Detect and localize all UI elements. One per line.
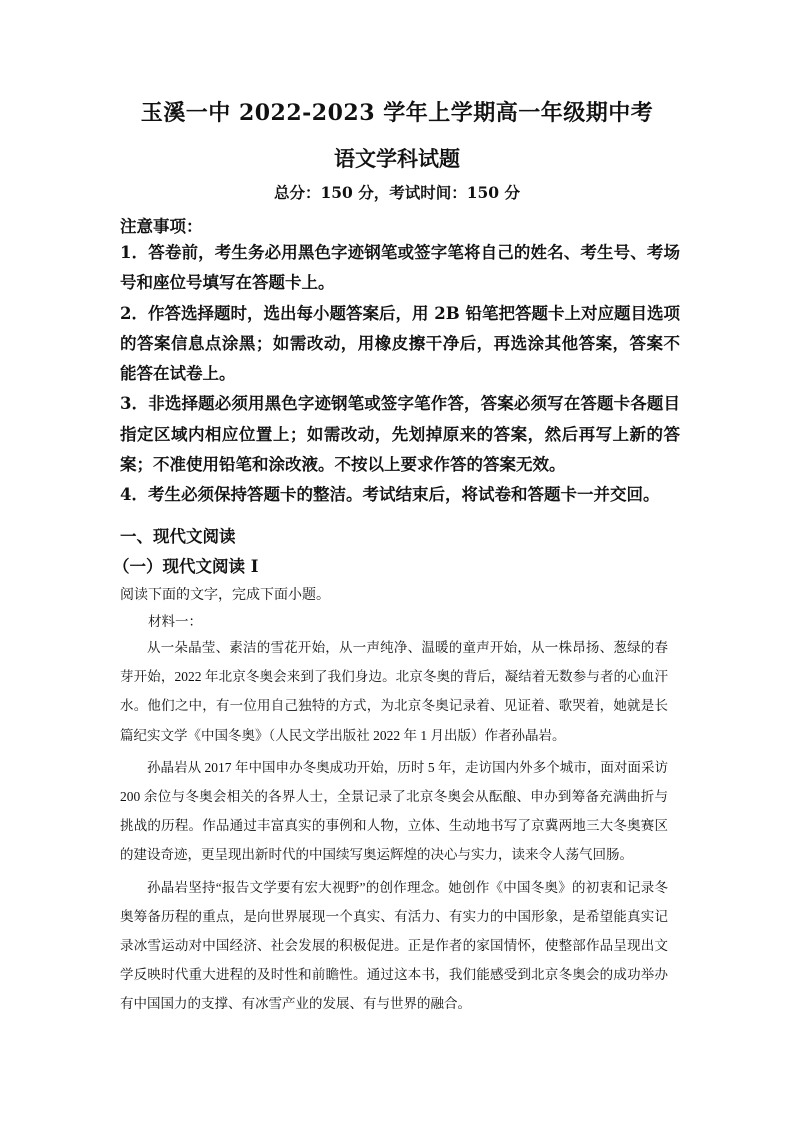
exam-info: 总分：150 分，考试时间：150 分 xyxy=(273,183,520,202)
material-paragraph: 孙晶岩坚持“报告文学要有宏大视野”的创作理念。她创作《中国冬奥》的初衷和记录冬奥筹备历程的重点，是向世界展现一个真实、有活力、有实力的中国形象，是希望能真实记录冰雪运动对中国经济、社会发展的积极促进。正是作者的家国情怀，使整部作品呈现出文学反映时代重大进程的及时性和前瞻性。通过这本书，我们能感受到北京冬奥会的成功举办有中国国力的支撑、有冰雪产业的发展、有与世界的融合。 xyxy=(120,879,668,1012)
note-item-1: 1．答卷前，考生务必用黑色字迹钢笔或签字笔将自己的姓名、考生号、考场号和座位号填写在答题卡上。 xyxy=(120,243,680,293)
reading-instruction: 阅读下面的文字，完成下面小题。 xyxy=(120,587,330,603)
notes-list xyxy=(120,238,680,511)
note-item-3: 3．非选择题必须用黑色字迹钢笔或签字笔作答，答案必须写在答题卡各题目指定区域内相应位置上；如需改动，先划掉原来的答案，然后再写上新的答案；不准使用铅笔和涂改液。不按以上要求作答的答案无效。 xyxy=(120,394,680,475)
exam-subject-title: 语文学科试题 xyxy=(334,146,460,171)
section-title: 一、现代文阅读 xyxy=(120,527,236,546)
material-paragraph: 孙晶岩从 2017 年中国申办冬奥成功开始，历时 5 年，走访国内外多个城市，面对面采访 200 余位与冬奥会相关的各界人士，全景记录了北京冬奥会从酝酿、申办到筹备充满曲折与挑战的历程。作品通过丰富真实的事例和人物，立体、生动地书写了京冀两地三大冬奥赛区的建设奇迹，更呈现出新时代的中国续写奥运辉煌的决心与实力，读来令人荡气回肠。 xyxy=(120,759,668,863)
exam-title: 玉溪一中 2022-2023 学年上学期高一年级期中考 xyxy=(140,100,654,126)
material-paragraph: 从一朵晶莹、素洁的雪花开始，从一声纯净、温暖的童声开始，从一株昂扬、葱绿的春芽开始，2022 年北京冬奥会来到了我们身边。北京冬奥的背后，凝结着无数参与者的心血汗水。他们之中，有一位用自己独特的方式，为北京冬奥记录着、见证着、歌哭着，她就是长篇纪实文学《中国冬奥》（人民文学出版社 2022 年 1 月出版）作者孙晶岩。 xyxy=(120,640,668,743)
note-item-2: 2．作答选择题时，选出每小题答案后，用 2B 铅笔把答题卡上对应题目选项的答案信息点涂黑；如需改动，用橡皮擦干净后，再选涂其他答案，答案不能答在试卷上。 xyxy=(120,303,680,384)
material-label: 材料一： xyxy=(148,614,202,629)
section-subtitle: （一）现代文阅读 I xyxy=(113,557,259,576)
material-body xyxy=(120,633,668,1022)
notes-label: 注意事项： xyxy=(120,217,203,236)
note-item-4: 4．考生必须保持答题卡的整洁。考试结束后，将试卷和答题卡一并交回。 xyxy=(120,485,660,505)
